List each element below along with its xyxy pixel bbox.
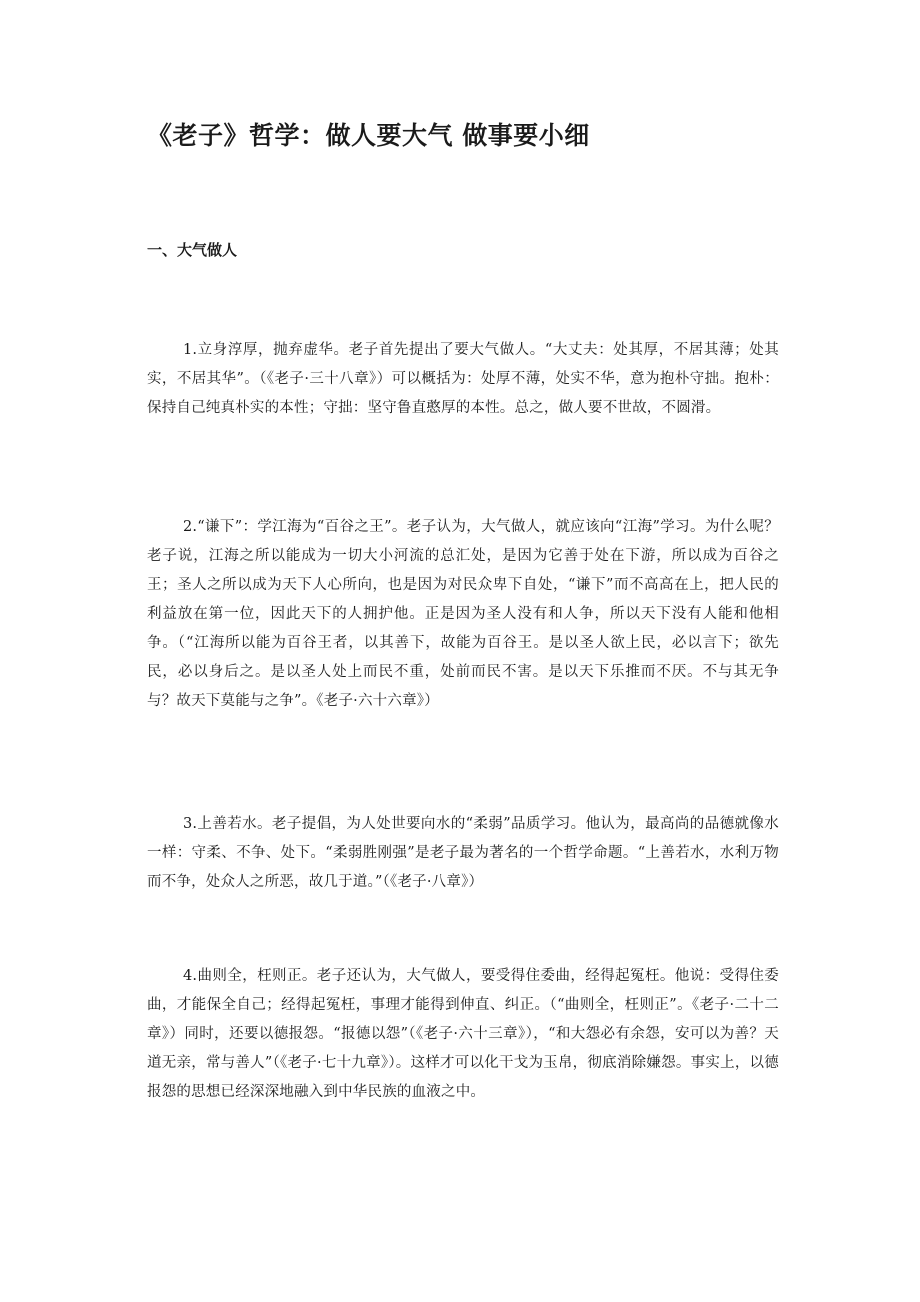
paragraph-2: 2.“谦下”：学江海为“百谷之王”。老子认为，大气做人，就应该向“江海”学习。为什么呢？老子说，江海之所以能成为一切大小河流的总汇处，是因为它善于处在下游，所以成为百谷之王；圣人之所以成为天下人心所向，也是因为对民众卑下自处，“谦下”而不高高在上，把人民的利益放在第一位，因此天下的人拥护他。正是因为圣人没有和人争，所以天下没有人能和他相争。（“江海所以能为百谷王者，以其善下，故能为百谷王。是以圣人欲上民，必以言下；欲先民，必以身后之。是以圣人处上而民不重，处前而民不害。是以天下乐推而不厌。不与其无争与？故天下莫能与之争”。《老子·六十六章》） [147, 519, 779, 709]
paragraph-4: 4.曲则全，枉则正。老子还认为，大气做人，要受得住委曲，经得起冤枉。他说：受得住委曲，才能保全自己；经得起冤枉，事理才能得到伸直、纠正。（“曲则全，枉则正”。《老子·二十二章》）同时，还要以德报怨。“报德以怨”（《老子·六十三章》），“和大怨必有余怨，安可以为善？天道无亲，常与善人”（《老子·七十九章》）。这样才可以化干戈为玉帛，彻底消除嫌怨。事实上，以德报怨的思想已经深深地融入到中华民族的血液之中。 [147, 968, 779, 1100]
paragraph-3: 3.上善若水。老子提倡，为人处世要向水的“柔弱”品质学习。他认为，最高尚的品德就像水一样：守柔、不争、处下。“柔弱胜刚强”是老子最为著名的一个哲学命题。“上善若水，水利万物而不争，处众人之所恶，故几于道。”（《老子·八章》） [147, 816, 779, 890]
paragraph-1: 1.立身淳厚，抛弃虚华。老子首先提出了要大气做人。“大丈夫：处其厚，不居其薄；处其实，不居其华”。（《老子·三十八章》）可以概括为：处厚不薄，处实不华，意为抱朴守拙。抱朴：保持自己纯真朴实的本性；守拙：坚守鲁直憨厚的本性。总之，做人要不世故，不圆滑。 [147, 342, 779, 416]
document-title: 《老子》哲学：做人要大气 做事要小细 [147, 121, 590, 150]
section-heading: 一、大气做人 [147, 241, 238, 259]
